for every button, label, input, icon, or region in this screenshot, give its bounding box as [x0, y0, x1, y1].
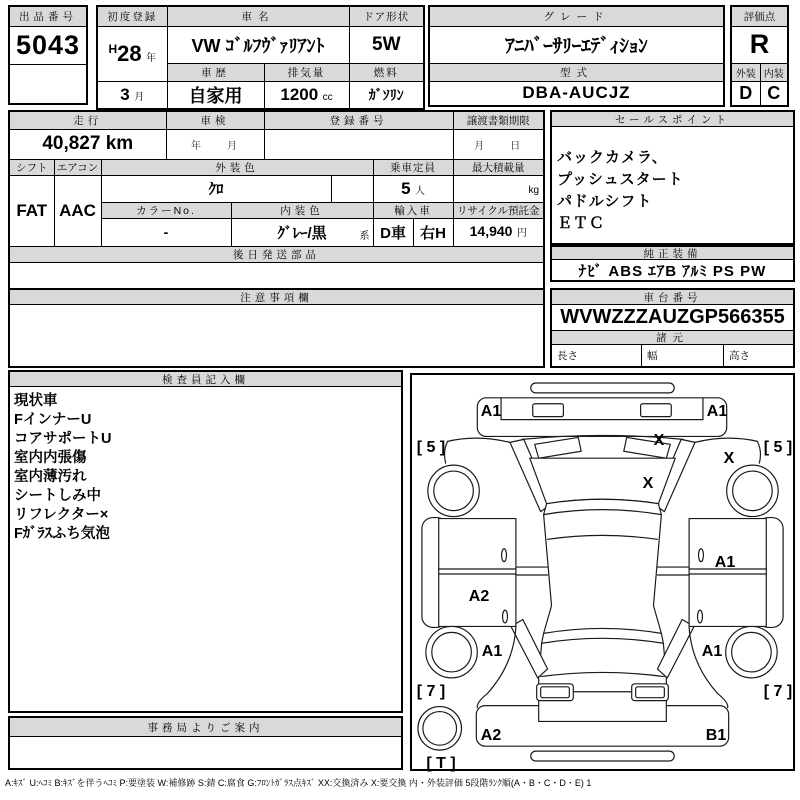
recycle-deposit-number: 14,940	[469, 223, 513, 239]
import-dealer-value: D車	[373, 218, 413, 246]
shaken-value: 年 月	[166, 129, 264, 159]
interior-color-suffix: 系	[359, 230, 370, 242]
sales-point-line: ＥＴＣ	[557, 215, 606, 232]
chassis-label: 車台番号	[552, 290, 793, 305]
max-load-label: 最大積載量	[453, 159, 544, 175]
mileage-label: 走行	[9, 111, 166, 129]
aircon-label: エアコン	[54, 159, 101, 175]
specs-label: 諸元	[552, 331, 793, 345]
diagram-mark-rear-left-tire: [ 7 ]	[416, 683, 446, 700]
grade-value: ｱﾆﾊﾞｰｻﾘｰｴﾃﾞｨｼｮﾝ	[429, 26, 724, 63]
inspector-note-line: 現状車	[14, 393, 58, 409]
era-year: 28	[117, 40, 142, 66]
diagram-mark-rear-right-tire: [ 7 ]	[763, 683, 793, 700]
color-no-label: カラーNo.	[101, 202, 231, 218]
interior-color-label: 内装色	[231, 202, 373, 218]
diagram-mark-rear-bumper-left: A2	[480, 727, 502, 744]
inspector-notes-body	[10, 387, 401, 544]
capacity-number: 5	[401, 178, 411, 198]
import-label: 輸入車	[373, 202, 453, 218]
score-label: 評価点	[731, 6, 788, 26]
sales-points-label: セールスポイント	[552, 112, 793, 127]
color-no-value: -	[101, 218, 231, 246]
history-label: 車歴	[167, 63, 264, 81]
mileage-value: 40,827 km	[9, 129, 166, 159]
registration-no-value	[264, 129, 453, 159]
diagram-mark-front-left-tire: [ 5 ]	[416, 439, 446, 456]
inspector-note-line: 室内内張傷	[14, 450, 87, 466]
first-registration-month	[97, 81, 167, 109]
chassis-value: WVWZZZAUZGP566355	[552, 305, 793, 331]
car-name-value: VW ｺﾞﾙﾌｳﾞｧﾘｱﾝﾄ	[167, 26, 349, 63]
year-suffix: 年	[146, 52, 157, 64]
inspector-note-line: シートしみ中	[14, 488, 101, 504]
first-registration-value	[97, 26, 167, 81]
transfer-deadline-label: 譲渡書類期限	[453, 111, 544, 129]
import-handle-value: 右H	[413, 218, 453, 246]
office-info-label: 事務局よりご案内	[10, 718, 401, 737]
displacement-unit: cc	[322, 91, 333, 103]
capacity-label: 乗車定員	[373, 159, 453, 175]
inspector-note-line: FインナーU	[14, 412, 92, 428]
vehicle-details-table	[8, 110, 545, 290]
diagram-mark-rear-bumper-right: B1	[705, 727, 727, 744]
displacement-number: 1200	[280, 84, 319, 104]
score-table	[730, 5, 789, 107]
grade-label: グレード	[429, 6, 724, 26]
aircon-value: AAC	[54, 175, 101, 246]
lot-number-value: 5043	[10, 27, 86, 65]
inspector-note-line: コアサポートU	[14, 431, 112, 447]
diagram-mark-right-rear-door: A1	[714, 554, 736, 571]
car-damage-diagram	[410, 373, 795, 771]
diagram-mark-right-rear-quarter: A1	[701, 643, 723, 660]
sales-points-box	[550, 110, 795, 245]
era-code: H	[108, 41, 118, 56]
inspector-note-line: Fｶﾞﾗｽふち気泡	[14, 526, 110, 542]
first-registration-label: 初度登録	[97, 6, 167, 26]
sales-points-body	[552, 127, 793, 235]
specs-row	[552, 345, 793, 366]
sales-point-line: プッシュスタート	[557, 171, 684, 188]
fuel-label: 燃料	[349, 63, 424, 81]
model-code-value: DBA-AUCJZ	[429, 81, 724, 106]
diagram-mark-front-bumper-right: A1	[706, 403, 728, 420]
spec-width-label: 幅	[642, 345, 724, 366]
diagram-mark-right-wiper-cowl: X	[653, 432, 665, 449]
caution-box	[8, 288, 545, 368]
transfer-deadline-value: 月 日	[453, 129, 544, 159]
displacement-value	[264, 81, 349, 109]
month-suffix: 月	[134, 91, 145, 103]
diagram-mark-windshield: X	[642, 475, 654, 492]
diagram-mark-left-rear-door: A2	[468, 588, 490, 605]
diagram-mark-spare-tire: [ T ]	[426, 755, 456, 772]
car-name-label: 車名	[167, 6, 349, 26]
recycle-deposit-label: リサイクル預託金	[453, 202, 544, 218]
inspector-notes-box	[8, 370, 403, 713]
sales-point-line: バックカメラ、	[557, 149, 668, 166]
interior-score-value: C	[760, 81, 788, 106]
oem-equipment-label: 純正装備	[552, 247, 793, 260]
registration-no-label: 登録番号	[264, 111, 453, 129]
shaken-label: 車検	[166, 111, 264, 129]
oem-equipment-value: ﾅﾋﾞ ABS ｴｱB ｱﾙﾐ PS PW	[578, 262, 767, 280]
door-shape-value: 5W	[349, 26, 424, 63]
month-value: 3	[120, 84, 130, 104]
recycle-deposit-unit: 円	[516, 228, 527, 239]
exterior-score-value: D	[731, 81, 760, 106]
max-load-value	[453, 175, 544, 202]
caution-label: 注意事項欄	[10, 290, 543, 305]
vehicle-header-table	[96, 5, 425, 110]
diagram-mark-front-right-tire: [ 5 ]	[763, 439, 793, 456]
fuel-value: ｶﾞｿﾘﾝ	[349, 81, 424, 109]
inspector-note-line: 室内薄汚れ	[14, 469, 87, 485]
diagram-marks-layer	[412, 375, 793, 772]
score-value: R	[731, 26, 788, 63]
sales-point-line: パドルシフト	[557, 193, 653, 210]
chassis-box	[550, 288, 795, 368]
lot-number-box	[8, 5, 88, 105]
color-change-cell	[331, 175, 373, 202]
spec-height-label: 高さ	[729, 350, 750, 362]
diagram-mark-front-right-fender: X	[723, 450, 735, 467]
model-code-label: 型式	[429, 63, 724, 81]
capacity-unit: 人	[414, 185, 425, 197]
spec-length-label: 長さ	[552, 345, 642, 366]
inspector-note-line: リフレクター×	[14, 507, 109, 523]
recycle-deposit-value	[453, 218, 544, 246]
exterior-color-label: 外装色	[101, 159, 373, 175]
oem-equipment-box	[550, 245, 795, 282]
grade-table	[428, 5, 725, 107]
door-shape-label: ドア形状	[349, 6, 424, 26]
max-load-unit: kg	[528, 184, 540, 196]
inspector-notes-label: 検査員記入欄	[10, 372, 401, 387]
capacity-value	[373, 175, 453, 202]
diagram-mark-front-bumper-left: A1	[480, 403, 502, 420]
legend: A:ｷｽﾞ U:ﾍｺﾐ B:ｷｽﾞを伴うﾍｺﾐ P:要塗装 W:補修跡 S:錆 C:腐食 G:ﾌﾛﾝﾄｶﾞﾗｽ点ｷｽﾞ XX:交換済み X:要交換 内・外装評価 5段階ﾗﾝｸ順(A・B・C・D・E) 1	[5, 778, 592, 788]
interior-score-label: 内装	[760, 63, 788, 81]
diagram-mark-left-rear-quarter: A1	[481, 643, 503, 660]
later-parts-value	[9, 262, 544, 289]
exterior-color-value: ｸﾛ	[101, 175, 331, 202]
displacement-label: 排気量	[264, 63, 349, 81]
interior-color-value	[231, 218, 373, 246]
interior-color-text: ｸﾞﾚｰ/黒	[277, 224, 327, 242]
shift-label: シフト	[9, 159, 54, 175]
shift-value: FAT	[9, 175, 54, 246]
history-value: 自家用	[167, 81, 264, 109]
office-info-box	[8, 716, 403, 770]
later-parts-label: 後日発送部品	[9, 246, 544, 262]
exterior-score-label: 外装	[731, 63, 760, 81]
lot-number-label: 出品番号	[10, 7, 86, 27]
